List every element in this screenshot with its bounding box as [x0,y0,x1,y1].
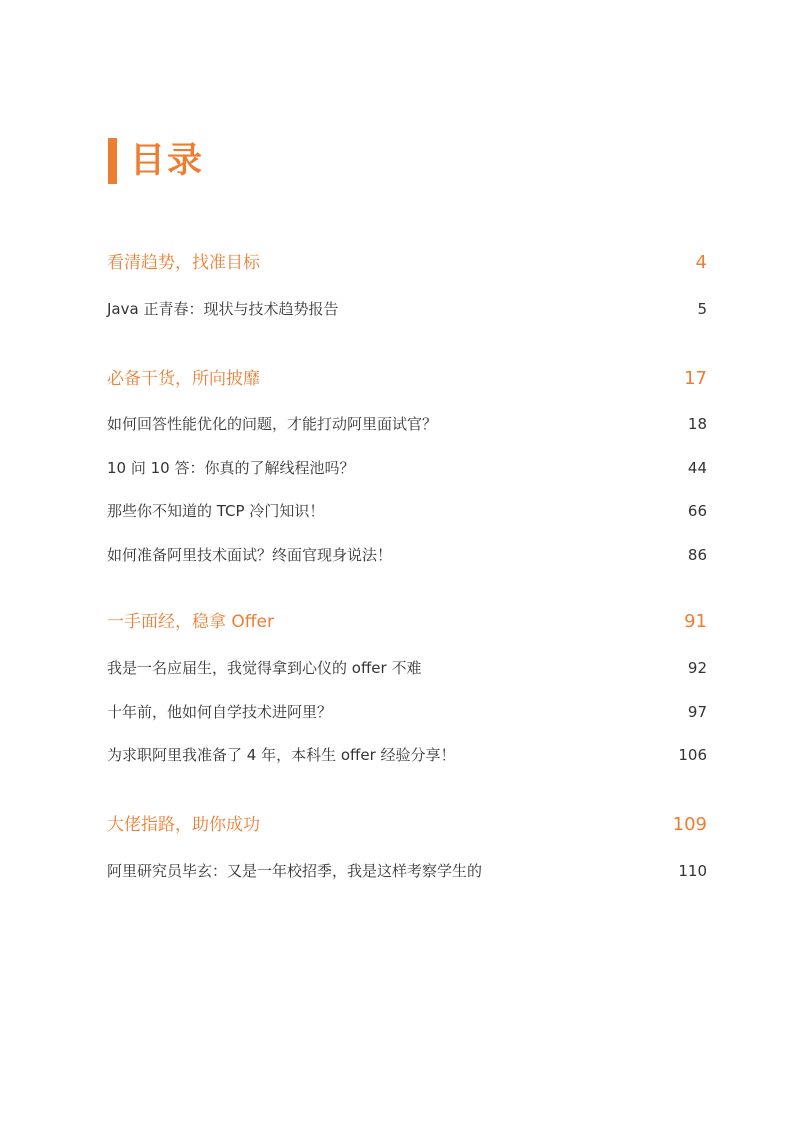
toc-section-4[interactable] [107,812,707,838]
toc-entry[interactable] [107,498,707,524]
entry-page-number: 66 [687,502,707,520]
toc-section-3[interactable] [107,609,707,635]
toc-entry[interactable] [107,858,707,884]
toc-entry[interactable] [107,455,707,481]
section-title: 必备干货，所向披靡 [107,369,260,389]
entry-page-number: 18 [687,415,707,433]
toc-section-2[interactable] [107,366,707,392]
entry-page-number: 92 [687,659,707,677]
section-page-number: 91 [684,611,707,632]
page-title: 目录 [130,141,205,181]
toc-entry[interactable] [107,742,707,768]
toc-entry[interactable] [107,699,707,725]
entry-page-number: 110 [678,862,707,880]
toc-entry[interactable] [107,655,707,681]
entry-title: 阿里研究员毕玄：又是一年校招季，我是这样考察学生的 [107,862,483,880]
entry-page-number: 5 [697,300,707,318]
entry-title: 我是一名应届生，我觉得拿到心仪的 offer 不难 [107,659,422,677]
entry-title: 如何回答性能优化的问题，才能打动阿里面试官？ [107,415,438,433]
entry-page-number: 86 [687,546,707,564]
entry-title: 十年前，他如何自学技术进阿里？ [107,703,333,721]
section-title: 一手面经，稳拿 Offer [107,612,274,632]
section-page-number: 4 [695,252,707,273]
entry-page-number: 97 [687,703,707,721]
toc-entry[interactable] [107,411,707,437]
section-title: 大佬指路，助你成功 [107,815,260,835]
title-accent-bar [108,138,117,184]
toc-section-1[interactable] [107,250,707,276]
toc-entry[interactable] [107,296,707,322]
section-title: 看清趋势，找准目标 [107,253,260,273]
entry-page-number: 106 [678,746,707,764]
section-page-number: 17 [684,368,707,389]
entry-title: 那些你不知道的 TCP 冷门知识！ [107,502,325,520]
toc-entry[interactable] [107,542,707,568]
section-page-number: 109 [672,814,707,835]
entry-title: 为求职阿里我准备了 4 年，本科生 offer 经验分享！ [107,746,456,764]
entry-page-number: 44 [687,459,707,477]
entry-title: 如何准备阿里技术面试？终面官现身说法！ [107,546,393,564]
entry-title: Java 正青春：现状与技术趋势报告 [107,300,339,318]
entry-title: 10 问 10 答：你真的了解线程池吗？ [107,459,355,477]
